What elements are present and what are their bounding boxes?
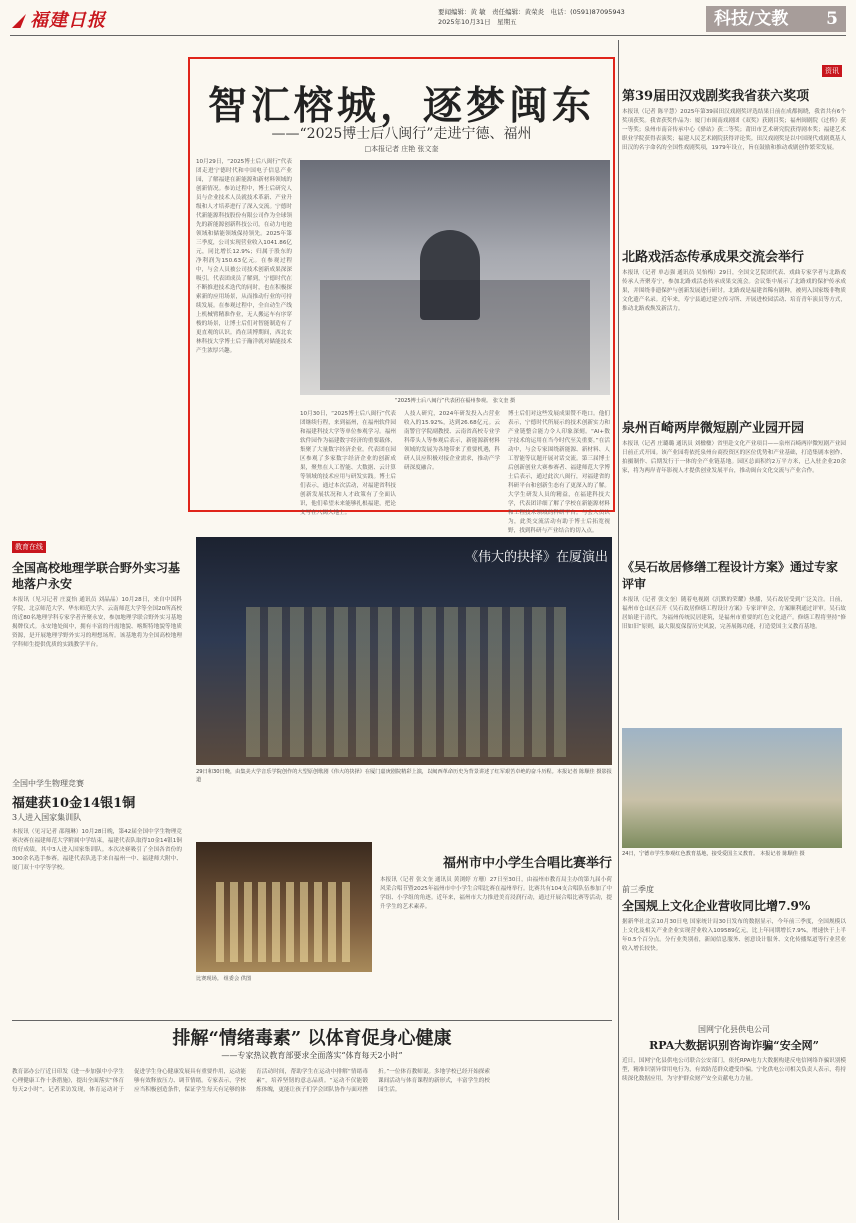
newspaper-logo: 福建日报 [12,6,112,30]
brief-3-title[interactable]: 泉州百崎两岸微短剧产业园开园 [622,421,805,436]
edu-story-2-subtitle: 3人进入国家集训队 [12,813,82,822]
edu-story-2-title[interactable]: 福建获10金14银1铜 [12,796,136,811]
edu-story-4-body: 教育部办公厅近日印发《进一步加强中小学生心理健康工作十条措施》，提出全面落实“体育每天2小时”。记者采访发现，体育运动对于促进学生身心健康发展具有重要作用，运动能够有效释放压力、调节情绪。专家表示，学校应当积极创造条件，保证学生每天有足够的体育活动时间，帮助学生在运动中排解“情绪毒素”，培养坚韧的意志品质。“运动不仅能锻炼体魄，更能让孩子们学会团队协作与面对挫折。”一位体育教师说。多地学校已经开始探索课间活动与体育课程的新形式，丰富学生的校园生活。 [12,1069,490,1093]
masthead-rule [10,35,846,36]
choir-caption: 比赛现场。 组委会 供图 [196,976,252,982]
school-photo-caption: 24日，宁德市学生参观红色教育基地，接受爱国主义教育。 本报记者 陈顺佳 摄 [622,851,805,857]
lead-column-1: 10月29日，“2025博士后八闽行”代表团走进宁德时代和中国电子信息产业园，了解福建在新能源和新材料领域的创新情况。参访过程中，博士后研究人员与企业技术人员就技术革新、产业升级和人才培养进行了深入交流。宁德时代新能源科技股份有限公司作为全球领先的新能源创新科技公司，在动力电池领域和储能领域保持领先。2025年第三季度，公司实现营业收入1041.86亿元，同比增长12.9%；归属于股东的净利润为150.63亿元。在参观过程中，与会人员被公司技术创新成果深深吸引。代表团成员了解到，宁德时代在不断推进技术迭代的同时，也在积极探索新的应用场景，从而推动行业的可持续发展。在参观过程中，全自动生产线上机械臂精准作业，无人搬运车有序穿梭的场景，让博士后们对智能制造有了更直观的认识。尚在读博期间，西北农林科技大学博士后于瀚洋就对储能技术产生浓厚兴趣。 [196,159,292,354]
lead-column-5: 博士后们对这些发展成果赞不绝口。他们表示，宁德时代所展示的技术创新实力和产业链整合能力令人印象深刻。“AI+数字技术的运用在当今时代至关重要。”在活动中，与会专家围绕新能源、新材料、人工智能等议题开展对话交流。第三届博士后创新创业大赛参赛者、福建师范大学博士后表示，通过此次八闽行，对福建省的科研平台和创新生态有了更深入的了解。大学生研发人员的精益，在福建科技大学，代表团详细了解了学校在新能源材料和工程技术领域的科研平台。与会人员认为，此类交流活动有助于博士后拓宽视野，找到科研与产业结合的切入点。 [508,411,610,534]
brief-6-kicker: 国网宁化县供电公司 [698,1025,770,1034]
page-number: 5 [826,9,838,29]
news-brief-column [622,60,846,1220]
brief-1-body: 本报讯（记者 陈平慧）2025年第39届田汉戏剧奖评选结果日前在成都揭晓，我省共有6个奖项获奖。我省获奖作品为：厦门市闽南戏剧团《双奖》获剧目奖；福州闽剧院《过桥》获一等奖；泉州市南音传承中心《驿站》获二等奖；莆田市艺术研究院获得剧本奖；福建艺术职业学院获得表演奖；福建人民艺术剧院获得评论奖。田汉戏剧奖是以中国现代戏剧奠基人田汉的名字命名的全国性戏剧奖项，1979年设立，旨在鼓励和推动戏剧创作繁荣发展。 [622,109,846,151]
brief-2-body: 本报讯（记者 单志强 通讯员 吴怡梅）29日，全国文艺院团代表、戏曲专家学者与北路戏传承人齐聚寿宁，参加北路戏活态传承成果交流会。会议集中展示了北路戏的保护传承成果，并围绕非遗保护与创新发展进行研讨。北路戏是福建省稀有剧种，被列入国家级非物质文化遗产名录。近年来，寿宁县通过建立传习所、开展进校园活动、培育青年演员等方式，推动北路戏焕发新活力。 [622,270,846,312]
brief-6-title[interactable]: RPA大数据识别咨询诈骗“安全网” [649,1039,819,1052]
brief-5-title[interactable]: 全国规上文化企业营收同比增7.9% [622,899,811,913]
brief-6-body: 近日，国网宁化县供电公司联合公安部门，依托RPA电力大数据构建反电信网络诈骗识别模型，精准识别异常用电行为，有效防范群众遭受诈骗。宁化供电公司相关负责人表示，将持续深化数据应用，为守护群众财产安全贡献电力力量。 [622,1058,846,1082]
editor-info: 要闻编辑：黄 敏 责任编辑：黄荣炎 电话：(0591)87095943 [438,8,625,16]
edu-story-2-body: 本报讯（见习记者 邵翔琳）10月28日晚，第42届全国中学生物理竞赛决赛在福建师范大学附属中学结束，福建代表队取得10金14银1铜的好成绩，其中3人进入国家集训队。本次决赛吸引了全国各省份的300余名选手参赛。福建代表队选手来自福州一中、福建师大附中、厦门双十中学等学校。 [12,829,182,871]
news-brief-tag: 资讯 [822,65,842,77]
brief-5-kicker: 前三季度 [622,885,654,894]
brief-1-title[interactable]: 第39届田汉戏剧奖我省获六奖项 [622,89,810,104]
column-divider [618,40,619,1220]
performers-shape [246,607,566,757]
bottom-story-rule [12,1020,612,1021]
lead-column-3: 10月30日，“2025博士后八闽行”代表团继续行程，来到福州，在福州软件园和福建科技大学等单位参观学习。福州软件园作为福建数字经济的重要载体，集聚了大量数字经济企业。代表团在园区参观了多家数字经济企业的创新成果，聚焦在人工智能、大数据、云计算等领域的技术应用与研发实践。博士后们表示，通过本次活动，对福建省科技创新发展状况和人才政策有了全面认识，他们希望未来能够扎根福建，把论文写在八闽大地上。 [300,411,396,516]
lead-byline: □本报记者 庄艳 张文奎 [364,145,439,153]
lead-column-4: 人技人研究，2024年研发投入占营业收入的15.92%，达到26.68亿元。云南警官学院副教授、云南省高校专业学科带头人等参观后表示，新能源新材料领域的发展为各地带来了重要机遇，科研人员应积极对接企业需求，推动产学研深度融合。 [404,411,500,471]
drama-caption: 29日和30日晚，由集美大学音乐学院创作的大型原创歌剧《伟大的抉择》在厦门嘉庚剧院精彩上演，以闽西革命历史为背景讲述了红军艰苦卓绝的奋斗历程。本报记者 陈顺佳 摄影报道 [196,769,612,783]
crowd-shape [320,280,590,390]
edu-story-2-kicker: 全国中学生物理竞赛 [12,779,84,788]
edu-story-1-title[interactable]: 全国高校地理学联合野外实习基地落户永安 [12,561,181,591]
education-tag: 教育在线 [12,541,46,553]
edu-story-4-subtitle: ——专家热议教育部要求全面落实“体育每天2小时” [221,1051,403,1060]
issue-date: 2025年10月31日 星期五 [438,18,517,26]
brief-2-title[interactable]: 北路戏活态传承成果交流会举行 [622,250,805,265]
edu-story-3-title[interactable]: 福州市中小学生合唱比赛举行 [442,856,612,871]
section-tab: 科技/文教 5 [706,6,846,32]
logo-flag-icon [12,14,26,28]
brief-4-title[interactable]: 《吴石故居修缮工程设计方案》通过专家评审 [622,560,839,591]
edu-story-4-title[interactable]: 排解“情绪毒素” 以体育促身心健康 [172,1028,452,1049]
lead-subheadline: ——“2025博士后八闽行”走进宁德、福州 [271,126,532,142]
edu-story-1-body: 本报讯（见习记者 庄夏怡 通讯员 刘晶晶）10月28日，来自中国科学院、北京师范大学、华东师范大学、云南师范大学等全国20所高校的近80名地理学科专家学者齐聚永安，参加地理学联合野外实习基地揭牌仪式。永安地处闽中，拥有丰富的丹霞地貌、喀斯特地貌等地质资源，是开展地理学野外实习的理想场所。该基地将为全国高校地理学科师生提供优质的实践教学平台。 [12,597,182,648]
brief-3-body: 本报讯（记者 庄璐璐 通讯员 刘楹楹）省里赴文化产业项目——泉州百崎两岸微短剧产业园日前正式开园。该产业园将依托泉州台商投资区的区位优势和产业基础，打造集剧本创作、拍摄制作、后期发行于一体的全产业链基地。园区总面积约2万平方米，已入驻企业20余家，将为两岸青年影视人才提供创业发展平台，推动闽台文化交流与产业合作。 [622,441,846,474]
drama-photo [196,537,612,765]
lead-photo-caption: “2025博士后八闽行”代表团在福州参观。 张文奎 摄 [394,398,516,404]
choir-singers-shape [216,882,356,962]
brief-5-body: 据新华社北京10月30日电 国家统计局30日发布的数据显示，今年前三季度，全国规模以上文化及相关产业企业实现营业收入109589亿元，比上年同期增长7.9%，增速快于上半年0.5个百分点。分行业类别看，新闻信息服务、创意设计服务、文化传播渠道等行业营业收入增长较快。 [622,919,846,952]
choir-photo [196,842,372,972]
lead-headline[interactable]: 智汇榕城，逐梦闽东 [207,83,595,129]
masthead-meta [438,7,688,27]
school-photo [622,728,842,848]
lead-photo [300,160,610,395]
brief-4-body: 本报讯（记者 张文奎）随着电视剧《沉默的荣耀》热播，吴石故居受到广泛关注。日前，福州市仓山区召开《吴石故居修缮工程设计方案》专家评审会，方案顺利通过评审。吴石故居始建于清代，为福州传统民居建筑，是福州市重要的红色文化遗产。修缮工程将坚持“修旧如旧”原则，最大限度保留历史风貌，完善展陈功能，打造爱国主义教育基地。 [622,597,846,630]
edu-story-3-body: 本报讯（记者 张文奎 通讯员 黄浏婷 方珊）27日至30日，由福州市教育局主办的第九届小荷风采合唱节暨2025年福州市中小学生合唱比赛在福州举行。比赛共有104支合唱队伍参加了中学组、小学组的角逐。近年来，福州市大力推进美育浸润行动，通过开展合唱比赛等活动，提升学生的艺术素养。 [380,877,612,910]
news-brief-header [622,60,846,79]
education-header [12,536,182,555]
drama-title[interactable]: 《伟大的抉择》在厦演出 [464,550,608,565]
